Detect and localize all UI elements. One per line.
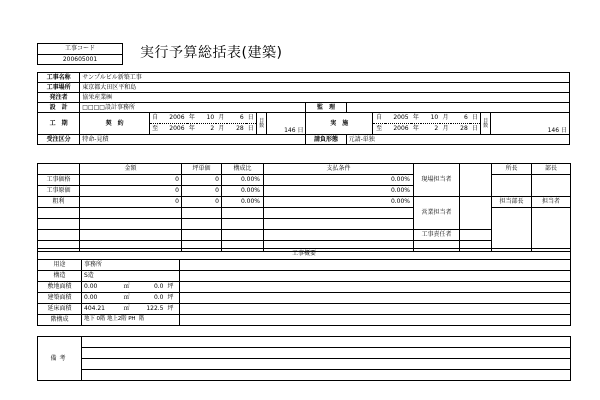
site-area-sqm-unit: ㎡: [122, 282, 132, 293]
overview-table: [37, 248, 571, 326]
structure-label: 構造: [38, 271, 82, 282]
budget-blank-row: [38, 230, 571, 241]
budget-unit-price: 0: [182, 175, 222, 186]
floor-area-label: 延床面積: [38, 304, 82, 315]
order-type-value: 特命-見積: [80, 135, 306, 145]
site-area-label: 敷地面積: [38, 282, 82, 293]
floor-area-value: 404.21: [82, 304, 122, 315]
person-in-charge-stamp: [532, 208, 571, 252]
remarks-table: [37, 336, 571, 381]
floor-area-tsubo-unit: 坪: [166, 304, 174, 315]
budget-ratio: 0.00%: [222, 175, 264, 186]
actual-to-label: 至: [373, 124, 386, 135]
overview-header: 工事概要: [38, 249, 571, 260]
project-place-value: 東京都大田区平和島: [80, 83, 570, 93]
contract-to-day: 28: [227, 124, 246, 135]
use-row: [38, 260, 571, 271]
department-head-label: 担当部長: [492, 197, 532, 208]
overview-header-row: [38, 249, 571, 260]
unit-price-header: 坪単価: [182, 164, 222, 175]
actual-label: 実 施: [306, 113, 373, 135]
design-value: □□□□設計事務所: [80, 103, 306, 113]
budget-row-profit: [38, 197, 571, 208]
contract-from-label: 自: [150, 113, 161, 124]
person-in-charge-label: 担当者: [532, 197, 571, 208]
site-area-value: 0.00: [82, 282, 122, 293]
building-area-sqm-unit: ㎡: [122, 293, 132, 304]
actual-to-year: 2006: [385, 124, 410, 135]
remarks-row: [38, 348, 571, 359]
actual-from-day-unit: 日: [470, 113, 481, 124]
building-area-value: 0.00: [82, 293, 122, 304]
budget-payment: 0.00%: [264, 186, 414, 197]
project-name-value: サンプルビル新築工事: [80, 73, 570, 83]
remarks-line: [82, 337, 571, 348]
floors-row: [38, 315, 571, 326]
contract-days-value: 146: [284, 127, 296, 134]
actual-from-year: 2005: [385, 113, 410, 124]
client-row: [38, 93, 570, 103]
ph-label: PH: [128, 316, 136, 323]
budget-payment: 0.00%: [264, 197, 414, 208]
construction-manager-label: 工事責任者: [414, 230, 460, 241]
contract-to-label: 至: [150, 124, 161, 135]
order-type-row: [38, 135, 570, 145]
contract-to-year-unit: 年: [187, 124, 198, 135]
actual-from-month: 10: [421, 113, 440, 124]
building-area-row: [38, 293, 571, 304]
remarks-line: [82, 348, 571, 359]
actual-from-label: 自: [373, 113, 386, 124]
floor-area-sqm-unit: ㎡: [122, 304, 132, 315]
branch-manager-stamp: [492, 175, 532, 197]
contract-days-cell: [267, 113, 306, 135]
budget-amount: 0: [80, 175, 182, 186]
section-manager-stamp: [532, 175, 571, 197]
site-manager-label: 現場担当者: [414, 164, 460, 197]
amount-header: 金額: [80, 164, 182, 175]
building-area-tsubo: 0.0: [138, 293, 166, 304]
structure-row: [38, 271, 571, 282]
contract-to-day-unit: 日: [246, 124, 257, 135]
contract-from-month-unit: 月: [216, 113, 227, 124]
site-manager-value: [460, 164, 492, 197]
actual-to-day-unit: 日: [470, 124, 481, 135]
site-area-row: [38, 282, 571, 293]
site-area-tsubo: 0.0: [138, 282, 166, 293]
contract-to-month-unit: 月: [216, 124, 227, 135]
building-area-label: 建築面積: [38, 293, 82, 304]
contract-days-label: 日数: [256, 113, 267, 135]
construction-code-box: [37, 43, 123, 65]
above-value: 2: [117, 316, 122, 323]
construction-code-value: 200605001: [62, 56, 98, 63]
design-row: [38, 103, 570, 113]
budget-header-blank: [38, 164, 80, 175]
contract-from-month: 10: [197, 113, 216, 124]
payment-header: 支払条件: [264, 164, 414, 175]
branch-manager-label: 所長: [492, 164, 532, 175]
section-manager-label: 部長: [532, 164, 571, 175]
contract-to-month: 2: [197, 124, 216, 135]
period-from-row: [38, 113, 570, 124]
department-head-stamp: [492, 208, 532, 252]
actual-from-day: 6: [451, 113, 470, 124]
budget-row-label: 工事原価: [38, 186, 80, 197]
design-label: 設 計: [38, 103, 80, 113]
use-label: 用途: [38, 260, 82, 271]
floors-value: [82, 315, 180, 326]
actual-days-unit: 日: [560, 127, 567, 134]
client-label: 発注者: [38, 93, 80, 103]
budget-table: [37, 163, 571, 252]
budget-unit-price: 0: [182, 186, 222, 197]
project-info-table: [37, 72, 570, 145]
structure-value: S造: [82, 271, 180, 282]
remarks-row: [38, 370, 571, 381]
below-label: 地下: [84, 316, 95, 323]
budget-header-row: [38, 164, 571, 175]
remarks-line: [82, 359, 571, 370]
site-area-tsubo-unit: 坪: [166, 282, 174, 293]
actual-days-cell: [491, 113, 570, 135]
budget-unit-price: 0: [182, 197, 222, 208]
project-name-label: 工事名称: [38, 73, 80, 83]
actual-from-year-unit: 年: [411, 113, 422, 124]
floor-area-tsubo: 122.5: [138, 304, 166, 315]
budget-payment: 0.00%: [264, 175, 414, 186]
contract-from-day-unit: 日: [246, 113, 257, 124]
construction-code-label: 工事コード: [38, 44, 122, 55]
contract-to-year: 2006: [160, 124, 186, 135]
budget-row-price: [38, 175, 571, 186]
remarks-line: [82, 370, 571, 381]
actual-to-month-unit: 月: [440, 124, 451, 135]
budget-ratio: 0.00%: [222, 186, 264, 197]
project-place-row: [38, 83, 570, 93]
ratio-header: 構成比: [222, 164, 264, 175]
project-name-row: [38, 73, 570, 83]
construction-manager-value: [460, 230, 492, 241]
contract-days-unit: 日: [297, 127, 304, 134]
sales-manager-value: [460, 197, 492, 230]
actual-days-value: 146: [547, 127, 560, 134]
actual-to-year-unit: 年: [411, 124, 422, 135]
building-area-tsubo-unit: 坪: [166, 293, 174, 304]
remarks-row: [38, 337, 571, 348]
client-value: 協栄産業㈱: [80, 93, 570, 103]
budget-blank-row: [38, 208, 571, 219]
contract-label: 契 約: [80, 113, 150, 135]
contract-from-year-unit: 年: [187, 113, 198, 124]
budget-row-label: 工事価格: [38, 175, 80, 186]
remarks-row: [38, 359, 571, 370]
budget-amount: 0: [80, 186, 182, 197]
actual-to-month: 2: [421, 124, 440, 135]
budget-ratio: 0.00%: [222, 197, 264, 208]
ph-unit: 階: [138, 316, 145, 323]
actual-to-day: 28: [451, 124, 470, 135]
contract-form-label: 請負形態: [306, 135, 346, 145]
sales-manager-label: 営業担当者: [414, 197, 460, 230]
supervisor-value: [346, 103, 569, 113]
budget-amount: 0: [80, 197, 182, 208]
below-value: 0: [96, 316, 100, 323]
actual-from-month-unit: 月: [440, 113, 451, 124]
contract-from-day: 6: [227, 113, 246, 124]
document-title: 実行予算総括表(建築): [140, 45, 283, 61]
supervisor-label: 監 理: [306, 103, 346, 113]
order-type-label: 受注区分: [38, 135, 80, 145]
contract-form-value: 元請-単独: [346, 135, 569, 145]
floors-label: 階構成: [38, 315, 82, 326]
use-value: 事務所: [82, 260, 180, 271]
floor-area-row: [38, 304, 571, 315]
actual-days-label: 日数: [480, 113, 491, 135]
budget-row-label: 粗利: [38, 197, 80, 208]
above-unit: 階: [121, 316, 127, 323]
contract-from-year: 2006: [160, 113, 186, 124]
period-label: 工 期: [38, 113, 80, 135]
remarks-label: 備考: [38, 337, 82, 381]
above-label: 地上: [106, 316, 118, 323]
below-unit: 階: [99, 316, 106, 323]
project-place-label: 工事場所: [38, 83, 80, 93]
